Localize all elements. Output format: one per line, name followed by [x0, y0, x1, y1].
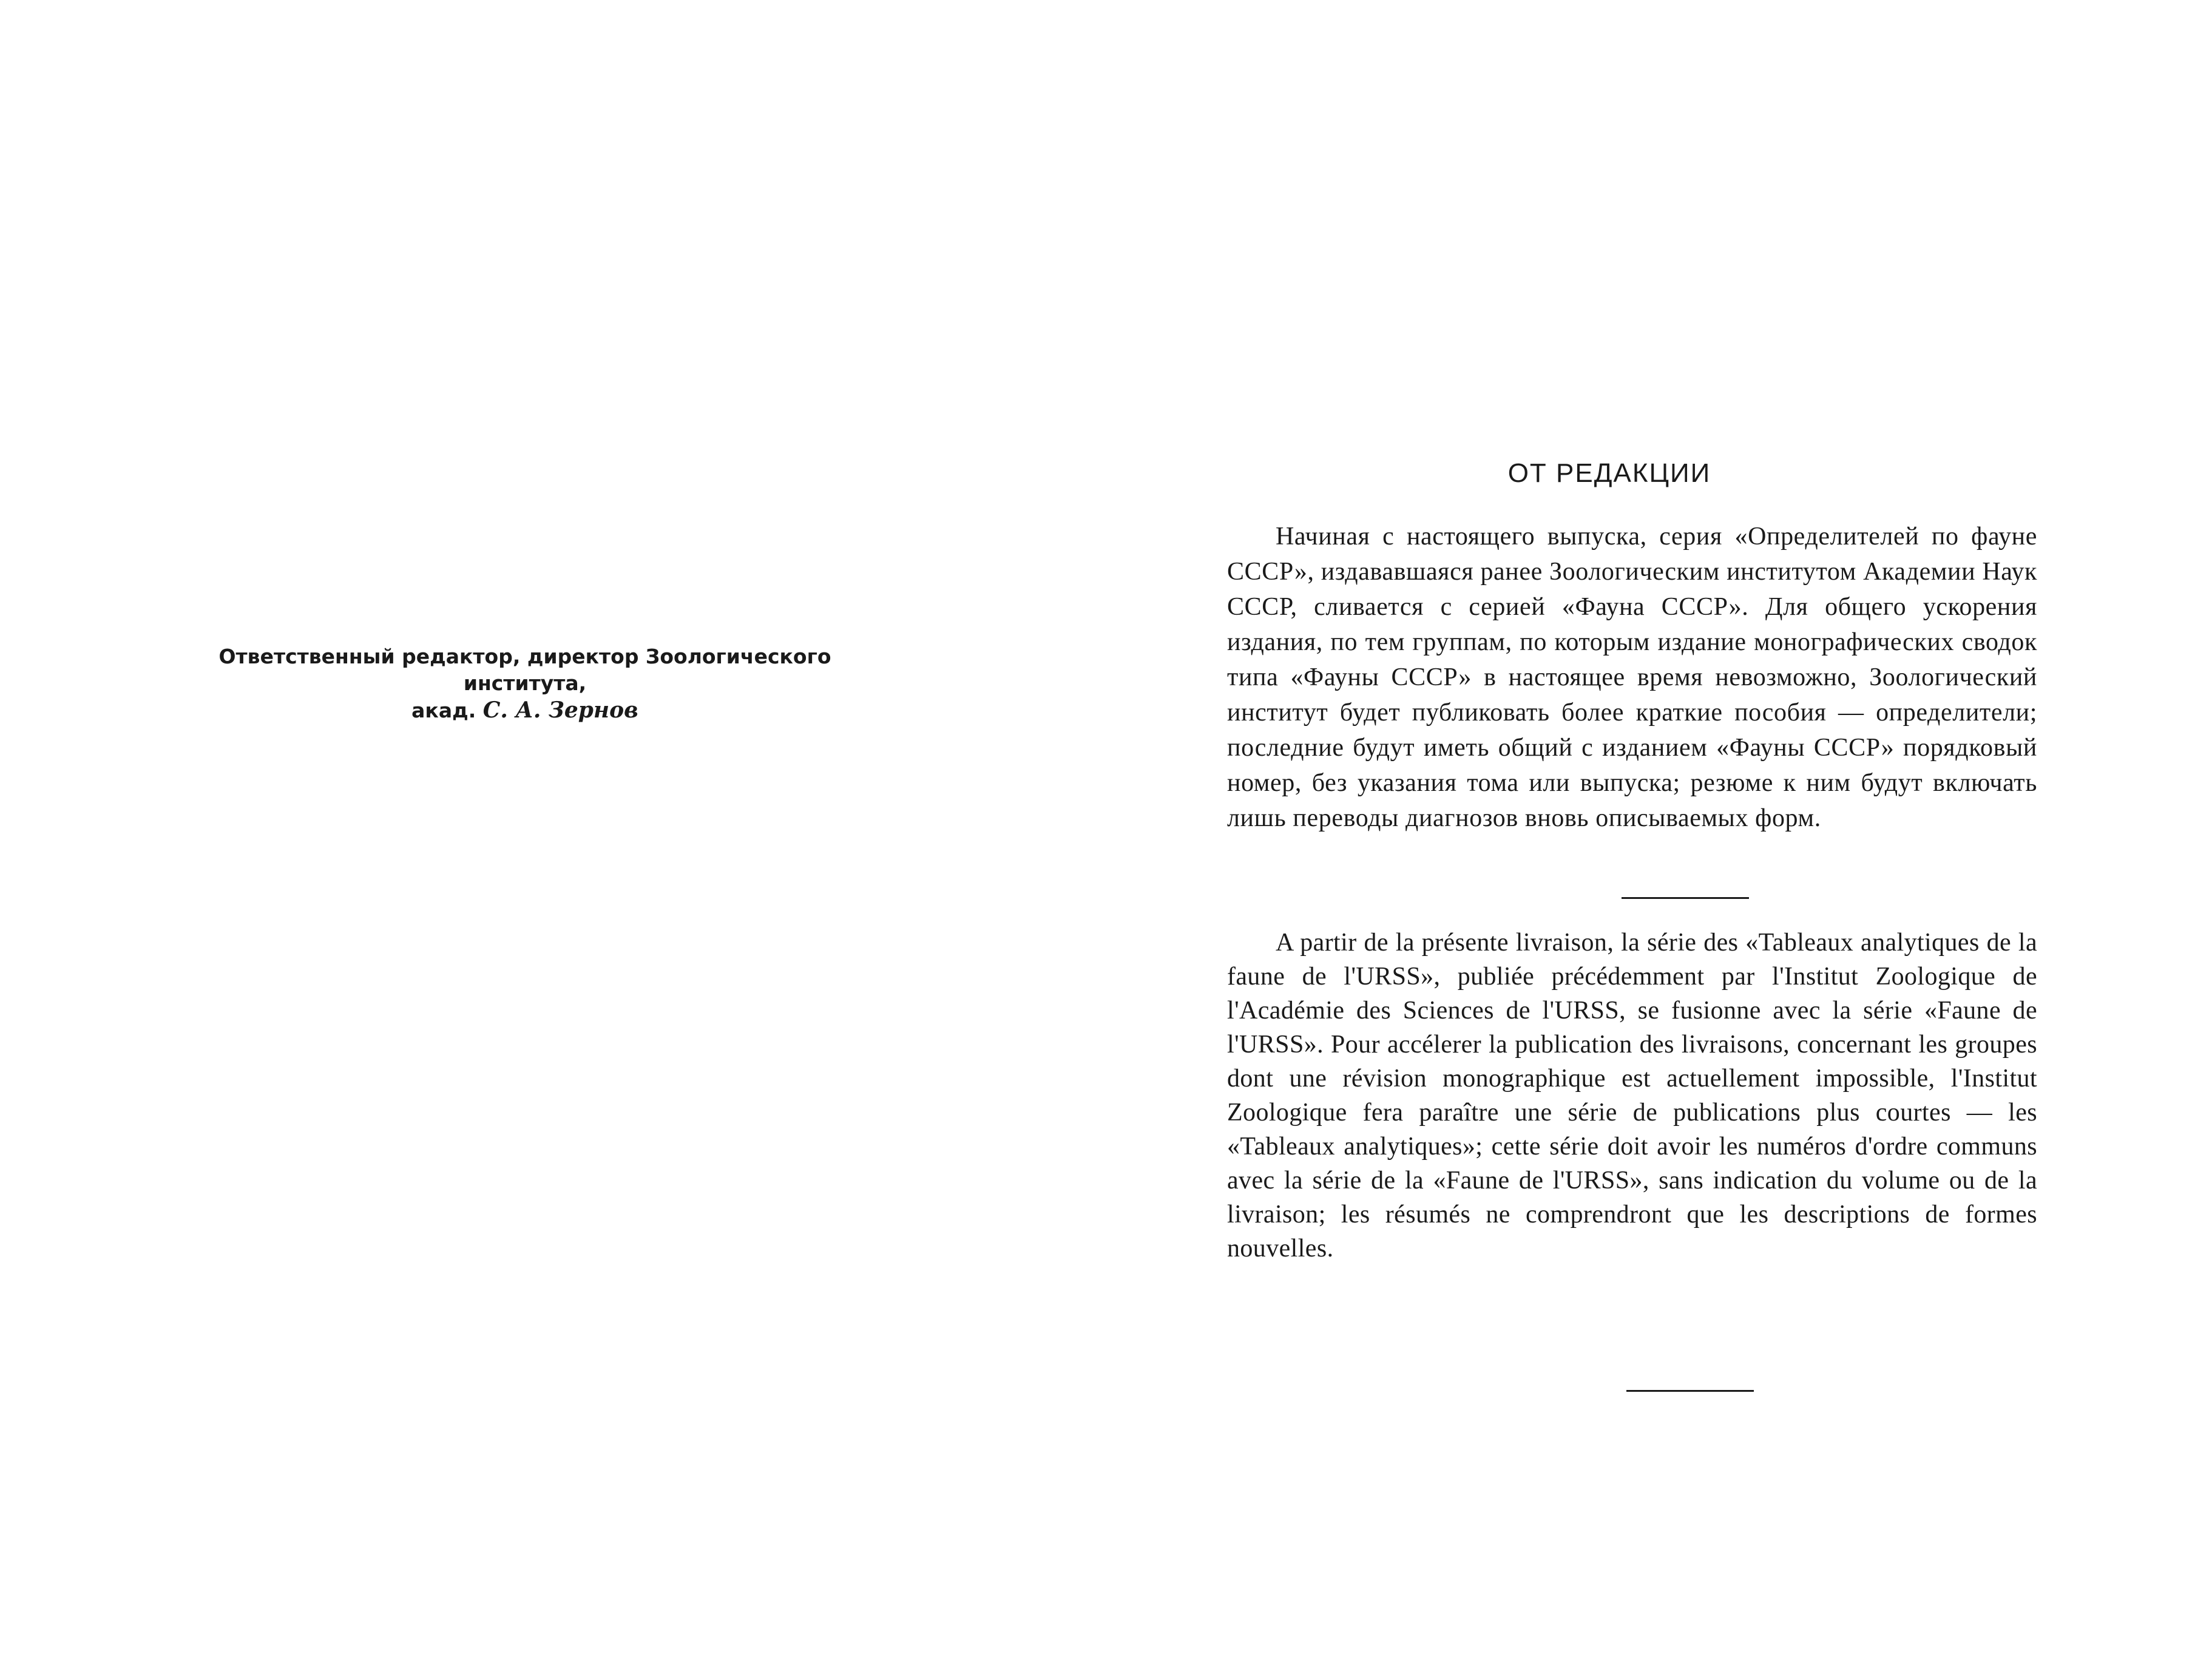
editorial-note-french: A partir de la présente livraison, la série des «Tableaux analytiques de la faune de l'URSS», publiée précédemment par l'Institut Zoologique de l'Académie des Sciences de l'URSS, se fusionne avec la série «Faune de l'URSS». Pour accélerer la publication des livraisons, concernant les groupes dont une révision monographique est actuellement impossible, l'Institut Zoologique fera paraître une série de publications plus courtes — les «Tableaux analytiques»; cette série doit avoir les numéros d'ordre communs avec la série de la «Faune de l'URSS», sans indication du volume ou de la livraison; les résumés ne comprendront que les descriptions de formes nouvelles. — [1227, 929, 2037, 1263]
editorial-note-russian: Начиная с настоящего выпуска, серия «Определителей по фауне СССР», издававшаяся ранее Зоологическим институтом Академии Наук СССР, сливается с серией «Фауна СССР». Для общего ускорения издания, по тем группам, по которым издание монографических сводок типа «Фауны СССР» в настоящее время невозможно, Зоологический институт будет публиковать более краткие пособия — определители; последние будут иметь общий с изданием «Фауны СССР» порядковый номер, без указания тома или выпуска; резюме к ним будут включать лишь переводы диагнозов вновь описываемых форм. — [1227, 523, 2037, 832]
editor-name-line — [176, 697, 874, 724]
page-title: ОТ РЕДАКЦИИ — [1507, 458, 1711, 488]
editor-title-abbrev: акад. — [411, 699, 476, 722]
editor-name: С. А. Зернов — [482, 697, 638, 723]
section-divider — [1622, 897, 1749, 899]
right-page — [1106, 0, 2212, 1654]
editor-role-line: Ответственный редактор, директор Зоологического института, — [218, 645, 831, 695]
responsible-editor-credit — [176, 643, 874, 724]
end-divider — [1626, 1390, 1754, 1392]
